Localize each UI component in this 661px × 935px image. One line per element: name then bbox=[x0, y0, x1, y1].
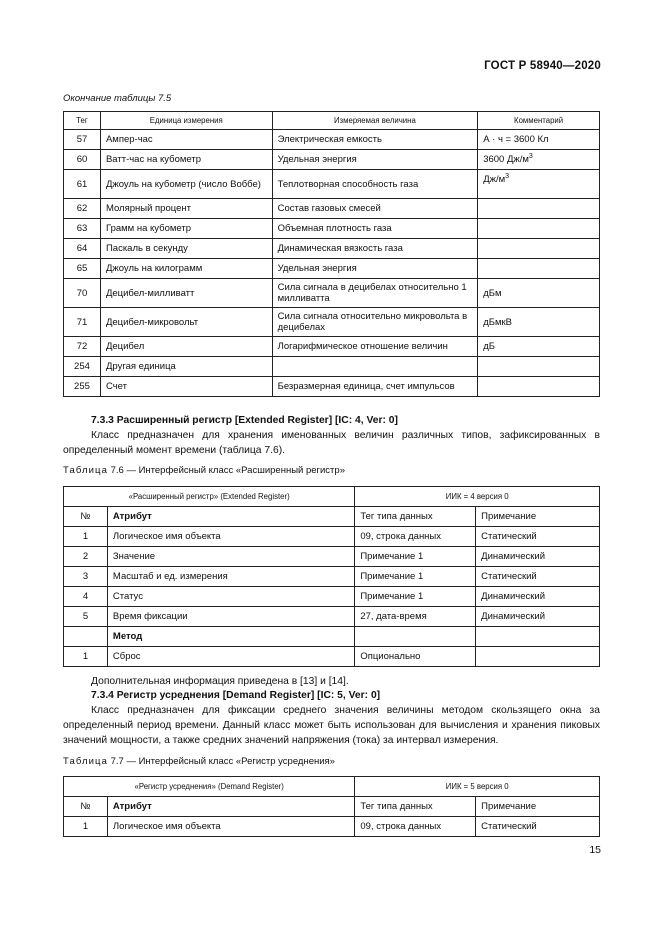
table-row bbox=[64, 308, 600, 337]
quantity-cell: Состав газовых смесей bbox=[272, 199, 478, 219]
col-header-num: № bbox=[64, 797, 108, 817]
num-cell: 5 bbox=[64, 607, 108, 627]
type-cell: Примечание 1 bbox=[355, 567, 476, 587]
unit-cell: Паскаль в секунду bbox=[100, 239, 272, 259]
class-id: ИИК = 4 версия 0 bbox=[355, 487, 600, 507]
quantity-cell bbox=[272, 357, 478, 377]
num-cell: 2 bbox=[64, 547, 108, 567]
unit-cell: Грамм на кубометр bbox=[100, 219, 272, 239]
tag-cell: 64 bbox=[64, 239, 101, 259]
class-name: «Регистр усреднения» (Demand Register) bbox=[64, 777, 355, 797]
table-row bbox=[64, 377, 600, 397]
unit-cell: Децибел-милливатт bbox=[100, 279, 272, 308]
num-cell: 1 bbox=[64, 527, 108, 547]
tag-cell: 62 bbox=[64, 199, 101, 219]
note-cell: Динамический bbox=[476, 587, 600, 607]
table-row bbox=[64, 219, 600, 239]
comment-text: дБмкВ bbox=[483, 316, 512, 328]
comment-text: дБм bbox=[483, 287, 502, 299]
comment-cell bbox=[478, 130, 600, 150]
column-header-row bbox=[64, 507, 600, 527]
attribute-cell: Значение bbox=[107, 547, 354, 567]
attribute-row bbox=[64, 567, 600, 587]
col-header-type: Тег типа данных bbox=[355, 797, 476, 817]
section-7-3-4-text: Класс предназначен для фиксации среднего значения величины методом скользящего окна за определенный период времени. Данный класс может быть использован для вычисления и хранения пиковых значений мощности, а также средних значений напряжения (тока) за интервал измерения. bbox=[63, 705, 600, 746]
comment-cell bbox=[478, 259, 600, 279]
col-header-note: Примечание bbox=[476, 797, 600, 817]
col-header-num: № bbox=[64, 507, 108, 527]
type-cell: 09, строка данных bbox=[355, 817, 476, 837]
unit-cell: Ампер-час bbox=[100, 130, 272, 150]
table-row bbox=[64, 150, 600, 170]
comment-cell bbox=[478, 308, 600, 337]
table-7-6-caption bbox=[63, 465, 345, 476]
table-row bbox=[64, 199, 600, 219]
unit-cell: Джоуль на кубометр (число Воббе) bbox=[100, 170, 272, 199]
attribute-cell: Масштаб и ед. измерения bbox=[107, 567, 354, 587]
class-header-row bbox=[64, 777, 600, 797]
attribute-cell: Статус bbox=[107, 587, 354, 607]
col-header-comment: Комментарий bbox=[478, 112, 600, 130]
note-cell: Статический bbox=[476, 567, 600, 587]
comment-cell bbox=[478, 357, 600, 377]
attribute-row bbox=[64, 547, 600, 567]
comment-text: А · ч = 3600 Кл bbox=[483, 134, 549, 145]
tag-cell: 254 bbox=[64, 357, 101, 377]
tag-cell: 72 bbox=[64, 337, 101, 357]
num-cell: 4 bbox=[64, 587, 108, 607]
num-cell: 1 bbox=[64, 647, 108, 667]
note-cell bbox=[476, 647, 600, 667]
quantity-cell: Динамическая вязкость газа bbox=[272, 239, 478, 259]
comment-cell bbox=[478, 219, 600, 239]
quantity-cell: Логарифмическое отношение величин bbox=[272, 337, 478, 357]
num-cell: 3 bbox=[64, 567, 108, 587]
table-7-7-caption bbox=[63, 756, 335, 767]
col-header-unit: Единица измерения bbox=[100, 112, 272, 130]
col-header-attribute: Атрибут bbox=[107, 507, 354, 527]
note-cell: Динамический bbox=[476, 607, 600, 627]
class-name: «Расширенный регистр» (Extended Register) bbox=[64, 487, 355, 507]
table-row bbox=[64, 170, 600, 199]
table-row bbox=[64, 357, 600, 377]
quantity-cell: Электрическая емкость bbox=[272, 130, 478, 150]
class-header-row bbox=[64, 487, 600, 507]
comment-cell bbox=[478, 239, 600, 259]
quantity-cell: Безразмерная единица, счет импульсов bbox=[272, 377, 478, 397]
table-row bbox=[64, 279, 600, 308]
caption-text: 7.6 — Интерфейсный класс «Расширенный регистр» bbox=[110, 465, 345, 476]
section-7-3-3-text: Класс предназначен для хранения именованных величин различных типов, зафиксированных в определенный момент времени (таблица 7.6). bbox=[63, 430, 600, 456]
unit-cell: Децибел bbox=[100, 337, 272, 357]
type-cell: Примечание 1 bbox=[355, 587, 476, 607]
caption-label: Таблица bbox=[63, 756, 108, 767]
col-header-type: Тег типа данных bbox=[355, 507, 476, 527]
quantity-cell: Удельная энергия bbox=[272, 259, 478, 279]
table-row bbox=[64, 337, 600, 357]
comment-superscript: 3 bbox=[528, 153, 533, 160]
tag-cell: 70 bbox=[64, 279, 101, 308]
type-cell: Примечание 1 bbox=[355, 547, 476, 567]
table-row bbox=[64, 239, 600, 259]
attribute-cell: Логическое имя объекта bbox=[107, 527, 354, 547]
attribute-cell: Логическое имя объекта bbox=[107, 817, 354, 837]
table-7-6-attributes bbox=[64, 527, 600, 627]
table-7-5-caption: Окончание таблицы 7.5 bbox=[63, 93, 172, 104]
comment-cell bbox=[478, 337, 600, 357]
quantity-cell: Сила сигнала в децибелах относительно 1 милливатта bbox=[272, 279, 478, 308]
column-header-row bbox=[64, 797, 600, 817]
comment-text: 3600 Дж/м bbox=[483, 154, 529, 165]
col-header-quantity: Измеряемая величина bbox=[272, 112, 478, 130]
comment-cell bbox=[478, 150, 600, 170]
page-number: 15 bbox=[589, 844, 601, 856]
table-row bbox=[64, 130, 600, 150]
table-7-6-method-header bbox=[64, 627, 600, 647]
section-7-3-4-title: 7.3.4 Регистр усреднения [Demand Register] [IC: 5, Ver: 0] bbox=[91, 690, 381, 701]
attribute-row bbox=[64, 587, 600, 607]
attribute-row bbox=[64, 607, 600, 627]
method-header: Метод bbox=[107, 627, 354, 647]
quantity-cell: Сила сигнала относительно микровольта в децибелах bbox=[272, 308, 478, 337]
class-id: ИИК = 5 версия 0 bbox=[355, 777, 600, 797]
comment-superscript: 3 bbox=[505, 173, 510, 180]
caption-label: Таблица bbox=[63, 465, 108, 476]
attribute-cell: Время фиксации bbox=[107, 607, 354, 627]
unit-cell: Молярный процент bbox=[100, 199, 272, 219]
type-cell: 09, строка данных bbox=[355, 527, 476, 547]
comment-text: Дж/м bbox=[483, 174, 506, 185]
comment-cell bbox=[478, 199, 600, 219]
table-7-5 bbox=[63, 111, 600, 397]
type-cell: 27, дата-время bbox=[355, 607, 476, 627]
tag-cell: 57 bbox=[64, 130, 101, 150]
tag-cell: 255 bbox=[64, 377, 101, 397]
tag-cell: 65 bbox=[64, 259, 101, 279]
table-row bbox=[64, 259, 600, 279]
caption-text: 7.7 — Интерфейсный класс «Регистр усреднения» bbox=[110, 756, 335, 767]
table-header-row bbox=[64, 112, 600, 130]
attribute-row bbox=[64, 527, 600, 547]
quantity-cell: Теплотворная способность газа bbox=[272, 170, 478, 199]
unit-cell: Счет bbox=[100, 377, 272, 397]
quantity-cell: Объемная плотность газа bbox=[272, 219, 478, 239]
comment-cell bbox=[478, 170, 600, 199]
note-cell: Статический bbox=[476, 817, 600, 837]
unit-cell: Джоуль на килограмм bbox=[100, 259, 272, 279]
comment-text: дБ bbox=[483, 341, 495, 352]
tag-cell: 60 bbox=[64, 150, 101, 170]
col-header-attribute: Атрибут bbox=[107, 797, 354, 817]
attribute-row bbox=[64, 817, 600, 837]
table-7-5-body bbox=[64, 130, 600, 397]
method-header-row bbox=[64, 627, 600, 647]
unit-cell: Ватт-час на кубометр bbox=[100, 150, 272, 170]
comment-cell bbox=[478, 377, 600, 397]
unit-cell: Децибел-микровольт bbox=[100, 308, 272, 337]
note-cell: Динамический bbox=[476, 547, 600, 567]
section-7-3-3-title: 7.3.3 Расширенный регистр [Extended Register] [IC: 4, Ver: 0] bbox=[91, 415, 398, 426]
table-7-6-methods bbox=[64, 647, 600, 667]
attribute-cell: Сброс bbox=[107, 647, 354, 667]
type-cell: Опционально bbox=[355, 647, 476, 667]
document-code: ГОСТ Р 58940—2020 bbox=[484, 60, 601, 72]
table-7-6 bbox=[63, 486, 600, 667]
comment-cell bbox=[478, 279, 600, 308]
unit-cell: Другая единица bbox=[100, 357, 272, 377]
tag-cell: 61 bbox=[64, 170, 101, 199]
col-header-tag: Тег bbox=[64, 112, 101, 130]
tag-cell: 63 bbox=[64, 219, 101, 239]
additional-info: Дополнительная информация приведена в [13] и [14]. bbox=[91, 676, 349, 687]
note-cell: Статический bbox=[476, 527, 600, 547]
table-7-7 bbox=[63, 776, 600, 837]
table-7-7-attributes bbox=[64, 817, 600, 837]
col-header-note: Примечание bbox=[476, 507, 600, 527]
quantity-cell: Удельная энергия bbox=[272, 150, 478, 170]
num-cell: 1 bbox=[64, 817, 108, 837]
method-row bbox=[64, 647, 600, 667]
tag-cell: 71 bbox=[64, 308, 101, 337]
